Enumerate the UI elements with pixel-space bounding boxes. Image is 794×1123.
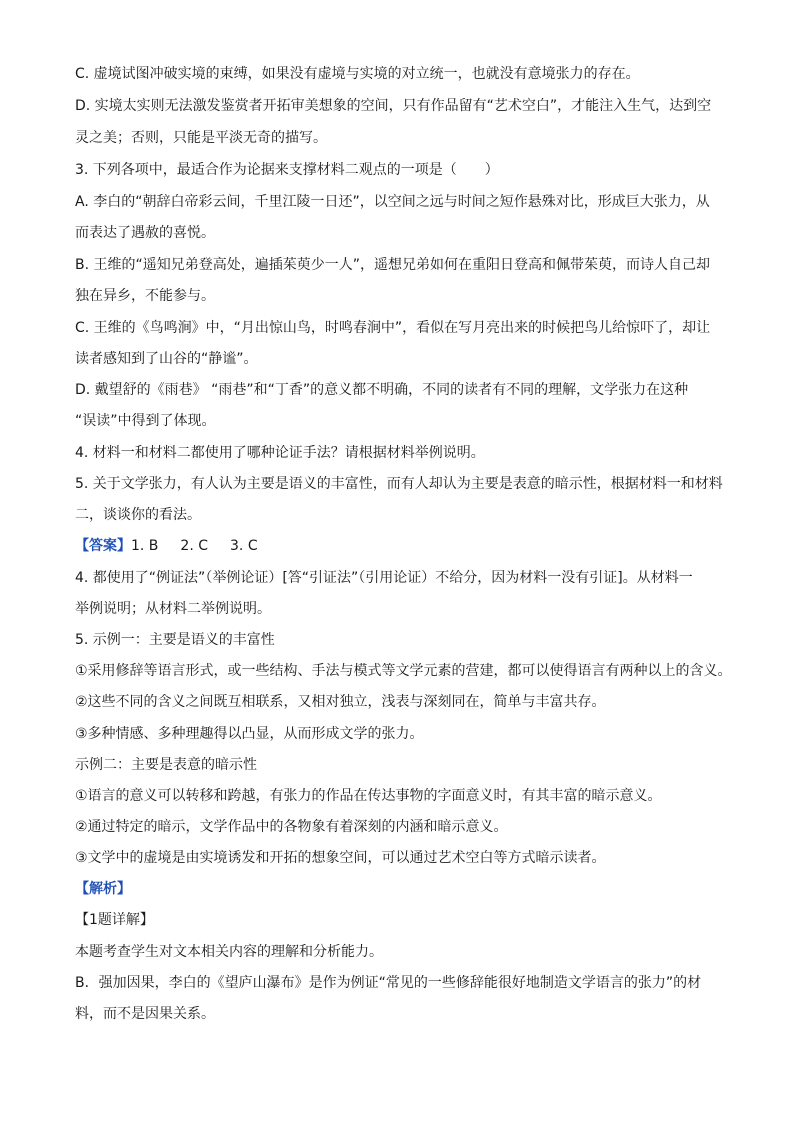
option-c-text: C. 虚境试图冲破实境的束缚，如果没有虚境与实境的对立统一，也就没有意境张力的存在。 bbox=[75, 66, 640, 82]
question-4: 4. 材料一和材料二都使用了哪种论证手法？请根据材料举例说明。 bbox=[75, 445, 485, 461]
question-5: 5. 关于文学张力，有人认为主要是语义的丰富性，而有人却认为主要是表意的暗示性，根据材料一和材料 bbox=[75, 476, 723, 492]
analysis-text: 本题考查学生对文本相关内容的理解和分析能力。 bbox=[75, 944, 383, 960]
analysis-label: 【解析】 bbox=[75, 881, 131, 897]
answer-line bbox=[75, 536, 735, 556]
q3-option-d-cont: “误读”中得到了体现。 bbox=[75, 413, 216, 429]
answer-2: 2. C bbox=[180, 538, 209, 554]
example-1-point-2: ②这些不同的含义之间既互相联系，又相对独立，浅表与深刻同在，简单与丰富共存。 bbox=[75, 694, 606, 710]
option-d-text: D. 实境太实则无法激发鉴赏者开拓审美想象的空间，只有作品留有“艺术空白”，才能注入生气，达到空 bbox=[75, 98, 712, 114]
answer-3: 3. C bbox=[230, 538, 258, 554]
detail-label-q1: 【1题详解】 bbox=[75, 912, 154, 928]
answer-5-example-1: 5. 示例一：主要是语义的丰富性 bbox=[75, 632, 275, 648]
q3-option-d: D. 戴望舒的《雨巷》 “雨巷”和“丁香”的意义都不明确，不同的读者有不同的理解，文学张力在这种 bbox=[75, 382, 689, 398]
analysis-b-cont: 料，而不是因果关系。 bbox=[75, 1006, 215, 1022]
answer-4: 4. 都使用了“例证法”（举例论证）[答“引证法”（引用论证）不给分，因为材料一没有引证]。从材料一 bbox=[75, 570, 693, 586]
answer-label: 【答案】 bbox=[75, 538, 131, 554]
example-1-point-3: ③多种情感、多种理趣得以凸显，从而形成文学的张力。 bbox=[75, 726, 424, 742]
q3-option-a: A. 李白的“朝辞白帝彩云间，千里江陵一日还”，以空间之远与时间之短作悬殊对比，形成巨大张力，从 bbox=[75, 194, 710, 210]
q3-option-b-cont: 独在异乡，不能参与。 bbox=[75, 288, 215, 304]
q3-option-c: C. 王维的《鸟鸣涧》中，“月出惊山鸟，时鸣春涧中”，看似在写月亮出来的时候把鸟儿给惊吓了，却让 bbox=[75, 320, 711, 336]
q3-option-c-cont: 读者感知到了山谷的“静谧”。 bbox=[75, 351, 258, 367]
example-1-point-1: ①采用修辞等语言形式，或一些结构、手法与模式等文学元素的营建，都可以使得语言有两种以上的含义。 bbox=[75, 663, 732, 679]
answer-4-cont: 举例说明；从材料二举例说明。 bbox=[75, 601, 271, 617]
q3-option-a-cont: 而表达了遇赦的喜悦。 bbox=[75, 225, 215, 241]
example-2-point-1: ①语言的意义可以转移和跨越，有张力的作品在传达事物的字面意义时，有其丰富的暗示意义。 bbox=[75, 788, 662, 804]
q3-option-b: B. 王维的“遥知兄弟登高处，遍插茱萸少一人”，遥想兄弟如何在重阳日登高和佩带茱萸，而诗人自己却 bbox=[75, 257, 711, 273]
example-2-point-2: ②通过特定的暗示，文学作品中的各物象有着深刻的内涵和暗示意义。 bbox=[75, 819, 508, 835]
option-d-text-cont: 灵之美；否则，只能是平淡无奇的描写。 bbox=[75, 130, 327, 146]
analysis-b: B．强加因果，李白的《望庐山瀑布》是作为例证“常见的一些修辞能很好地制造文学语言的张力”的材 bbox=[75, 975, 702, 991]
answer-5-example-2: 示例二：主要是表意的暗示性 bbox=[75, 757, 257, 773]
answer-1: 1. B bbox=[131, 538, 159, 554]
question-5-cont: 二，谈谈你的看法。 bbox=[75, 507, 201, 523]
example-2-point-3: ③文学中的虚境是由实境诱发和开拓的想象空间，可以通过艺术空白等方式暗示读者。 bbox=[75, 850, 606, 866]
question-3: 3. 下列各项中，最适合作为论据来支撑材料二观点的一项是（ ） bbox=[75, 162, 499, 178]
